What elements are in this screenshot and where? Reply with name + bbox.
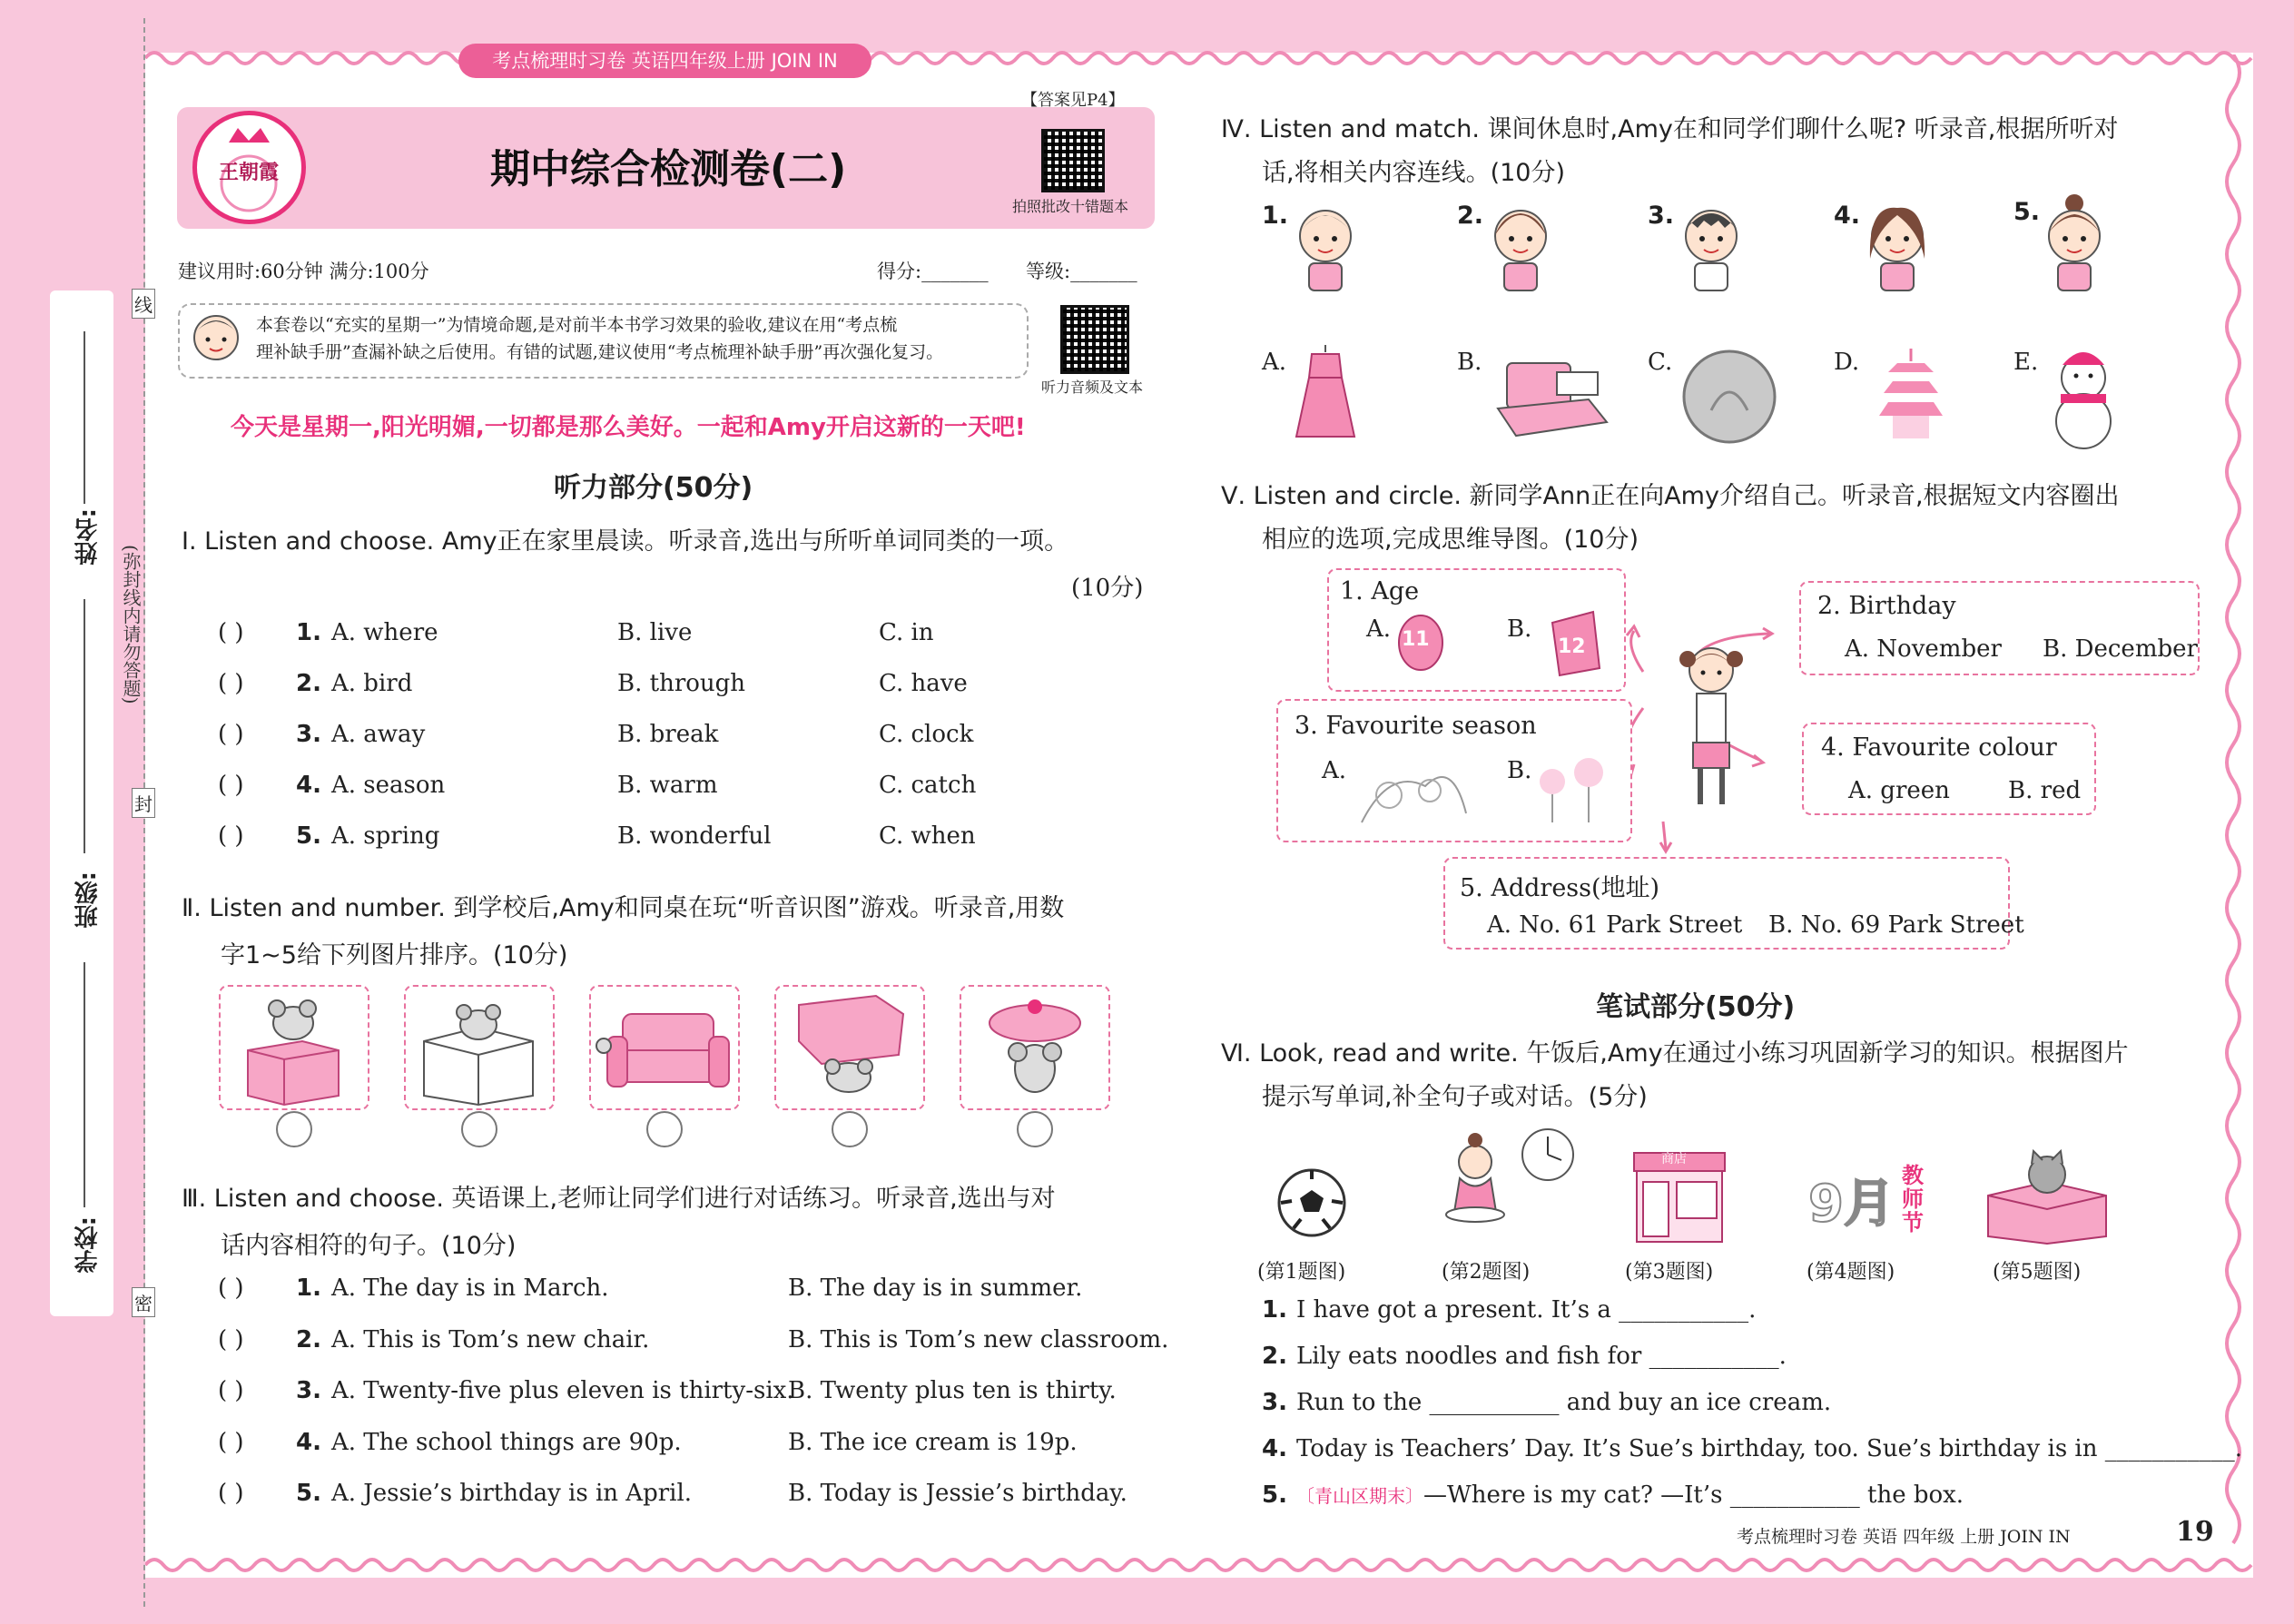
season-option-b[interactable]: B.	[1507, 757, 1532, 784]
address-option-b[interactable]: B. No. 69 Park Street	[1768, 911, 2024, 939]
mouse-on-box-icon	[221, 987, 368, 1108]
option-a: A. bird	[331, 670, 413, 697]
mouse-in-box-icon	[406, 987, 553, 1108]
match-num-2: 2.	[1457, 202, 1484, 230]
answer-bracket[interactable]: ( )	[218, 670, 244, 697]
answer-circle-2[interactable]	[461, 1111, 497, 1147]
answer-circle-5[interactable]	[1017, 1111, 1053, 1147]
name-label: 姓名:	[74, 508, 102, 566]
intro-line-1: 本套卷以“充实的星期一”为情境命题,是对前半本书学习效果的验收,建议在用“考点梳	[256, 315, 898, 335]
section-6-title-2: 提示写单词,补全句子或对话。(5分)	[1262, 1083, 1648, 1111]
top-banner: 考点梳理时习卷 英语四年级上册 JOIN IN	[458, 44, 871, 78]
address-label: 5. Address(地址)	[1460, 874, 1660, 902]
answer-circle-4[interactable]	[832, 1111, 868, 1147]
caption-5: (第5题图)	[1993, 1261, 2082, 1284]
question-number: 3.	[296, 1377, 321, 1404]
choice-row	[218, 1275, 1144, 1311]
answer-bracket[interactable]: ( )	[218, 772, 244, 799]
choice-row	[218, 619, 1035, 655]
section-4-title-1: Ⅳ. Listen and match. 课间休息时,Amy在和同学们聊什么呢? 听录音,根据所听对	[1221, 115, 2119, 143]
choice-row	[218, 1377, 1144, 1413]
fill-sentence	[1262, 1481, 2197, 1518]
option-a: A. The school things are 90p.	[331, 1428, 682, 1456]
option-c: C. catch	[879, 772, 977, 799]
option-c: C. have	[879, 670, 968, 697]
match-num-3: 3.	[1648, 202, 1675, 230]
question-number: 5.	[296, 1480, 321, 1507]
sentence-number: 1.	[1262, 1296, 1287, 1324]
sentence-number: 5.	[1262, 1481, 1287, 1509]
section-4-title-2: 话,将相关内容连线。(10分)	[1262, 159, 1566, 187]
publisher-logo	[192, 111, 306, 224]
class-line	[84, 599, 85, 853]
cat-in-box-icon	[1979, 1146, 2115, 1245]
theme-line: 今天是星期一,阳光明媚,一切都是那么美好。一起和Amy开启这新的一天吧!	[231, 414, 1026, 441]
choice-row	[218, 721, 1035, 757]
match-num-4: 4.	[1834, 202, 1861, 230]
fill-sentence	[1262, 1389, 2197, 1425]
boy-face-1-icon	[1289, 195, 1362, 295]
sentence-number: 2.	[1262, 1343, 1287, 1370]
autumn-scene-icon	[1353, 750, 1471, 832]
section-6-title-1: Ⅵ. Look, read and write. 午饭后,Amy在通过小练习巩固新学习的知识。根据图片	[1221, 1039, 2129, 1068]
birthday-label: 2. Birthday	[1817, 592, 1956, 620]
picture-mouse-with-cake	[960, 985, 1110, 1110]
question-number: 4.	[296, 1428, 321, 1456]
colour-label: 4. Favourite colour	[1821, 733, 2057, 762]
colour-option-a[interactable]: A. green	[1848, 777, 1950, 804]
picture-mouse-in-box	[404, 985, 555, 1110]
choice-row	[218, 1429, 1144, 1465]
teachers-day-text: 教师节	[1902, 1162, 1924, 1235]
sofa-icon	[591, 987, 738, 1108]
match-num-5: 5.	[2013, 198, 2041, 226]
option-b: B. The ice cream is 19p.	[788, 1428, 1078, 1456]
footer-text: 考点梳理时习卷 英语 四年级 上册 JOIN IN	[1737, 1527, 2071, 1547]
section-3-title-1: Ⅲ. Listen and choose. 英语课上,老师让同学们进行对话练习。听录音,选出与对	[182, 1185, 1056, 1213]
dress-icon	[1289, 341, 1362, 446]
section-3-title-2: 话内容相符的句子。(10分)	[221, 1232, 517, 1260]
match-letter-e: E.	[2013, 349, 2039, 376]
question-number: 4.	[296, 772, 321, 799]
score-label: 得分:_______	[877, 261, 989, 282]
option-a: A. The day is in March.	[331, 1275, 609, 1302]
question-number: 1.	[296, 1275, 321, 1302]
caption-2: (第2题图)	[1442, 1261, 1531, 1284]
option-b: B. break	[617, 721, 719, 748]
question-number: 1.	[296, 619, 321, 646]
intro-text	[256, 311, 1019, 366]
choice-row	[218, 1325, 1169, 1363]
answer-bracket[interactable]: ( )	[218, 822, 244, 850]
age-label: 1. Age	[1340, 577, 1420, 605]
page-title: 期中综合检测卷(二)	[490, 146, 847, 192]
question-number: 2.	[296, 1325, 321, 1353]
section-5-title-1: Ⅴ. Listen and circle. 新同学Ann正在向Amy介绍自己。听录音,根据短文内容圈出	[1221, 482, 2120, 510]
age-option-b[interactable]: B.	[1507, 615, 1532, 643]
picture-mouse-under-box	[774, 985, 925, 1110]
class-label: 班级:	[74, 871, 102, 929]
caption-1: (第1题图)	[1257, 1261, 1346, 1284]
section-2-title-1: Ⅱ. Listen and number. 到学校后,Amy和同桌在玩“听音识图”游戏。听录音,用数	[182, 894, 1065, 922]
answer-bracket[interactable]: ( )	[218, 1377, 244, 1404]
intro-line-2: 理补缺手册”查漏补缺之后使用。有错的试题,建议使用“考点梳理补缺手册”再次强化复习。	[256, 342, 944, 362]
mouse-with-cake-icon	[961, 987, 1108, 1108]
school-label: 学校:	[74, 1216, 102, 1274]
colour-option-b[interactable]: B. red	[2008, 777, 2082, 804]
option-b: B. Twenty plus ten is thirty.	[788, 1377, 1117, 1404]
option-b: B. through	[617, 670, 746, 697]
source-tag: 〔青山区期末〕	[1295, 1485, 1423, 1507]
option-b: B. wonderful	[617, 822, 772, 850]
sentence-text[interactable]: —Where is my cat? —It’s ___________ the box.	[1423, 1481, 1964, 1509]
seal-notice: (弥封线内请勿答题)	[120, 545, 142, 704]
answer-circle-3[interactable]	[646, 1111, 683, 1147]
listening-heading: 听力部分(50分)	[554, 472, 753, 504]
mark-mi: 密	[132, 1287, 155, 1317]
bottom-wave-border	[145, 1554, 2253, 1576]
caption-4: (第4题图)	[1807, 1261, 1895, 1284]
boy-face-3-icon	[1675, 195, 1748, 295]
match-letter-d: D.	[1834, 349, 1860, 376]
name-line	[84, 331, 85, 504]
girl-avatar-icon	[184, 307, 248, 372]
mark-feng: 封	[132, 788, 155, 818]
sentence-number: 3.	[1262, 1389, 1287, 1416]
sentence-text[interactable]: Today is Teachers’ Day. It’s Sue’s birthday, too. Sue’s birthday is in ___________.	[1295, 1435, 2243, 1462]
option-b: B. The day is in summer.	[788, 1275, 1083, 1302]
choice-row	[218, 1480, 1144, 1516]
choice-row	[218, 822, 1035, 859]
picture-mouse-on-box	[219, 985, 369, 1110]
fill-sentence	[1262, 1343, 2197, 1379]
age-option-a[interactable]: A.	[1366, 615, 1392, 643]
option-b: B. warm	[617, 772, 718, 799]
answer-bracket[interactable]: ( )	[218, 619, 244, 646]
girl-face-4-icon	[1861, 195, 1934, 295]
fill-sentence	[1262, 1296, 2197, 1333]
girl-face-2-icon	[1484, 195, 1557, 295]
qr-code-audio[interactable]	[1060, 305, 1129, 374]
option-a: A. Twenty-five plus eleven is thirty-six.	[331, 1377, 794, 1404]
qr-caption: 拍照批改十错题本	[1012, 198, 1129, 215]
ann-girl-icon	[1666, 643, 1757, 815]
option-a: A. where	[331, 619, 438, 646]
writing-heading: 笔试部分(50分)	[1596, 991, 1796, 1023]
sentence-number: 4.	[1262, 1435, 1287, 1462]
section-2-title-2: 字1~5给下列图片排序。(10分)	[221, 941, 568, 969]
option-a: A. away	[331, 721, 426, 748]
time-info: 建议用时:60分钟 满分:100分	[178, 261, 429, 282]
sentence-text[interactable]: Lily eats noodles and fish for ___________.	[1295, 1343, 1787, 1370]
qr-code-correction[interactable]	[1041, 129, 1105, 192]
sentence-text[interactable]: Run to the ___________ and buy an ice cream.	[1295, 1389, 1832, 1416]
section-1-points: (10分)	[1071, 575, 1144, 602]
grade-label: 等级:_______	[1026, 261, 1137, 282]
answer-circle-1[interactable]	[276, 1111, 312, 1147]
mark-xian: 线	[132, 289, 155, 319]
season-label: 3. Favourite season	[1295, 712, 1537, 740]
question-number: 3.	[296, 721, 321, 748]
picture-sofa	[589, 985, 740, 1110]
answer-bracket[interactable]: ( )	[218, 1275, 244, 1302]
choice-row	[218, 772, 1035, 808]
answer-bracket[interactable]: ( )	[218, 1480, 244, 1507]
season-option-a[interactable]: A.	[1322, 757, 1347, 784]
option-c: C. when	[879, 822, 976, 850]
option-c: C. in	[879, 619, 934, 646]
answer-bracket[interactable]: ( )	[218, 721, 244, 748]
match-num-1: 1.	[1262, 202, 1289, 230]
qr2-caption: 听力音频及文本	[1041, 379, 1144, 396]
option-c: C. clock	[879, 721, 974, 748]
coin-icon	[1679, 347, 1779, 447]
option-a: A. spring	[331, 822, 440, 850]
shop-sign-text: 商店	[1661, 1152, 1687, 1166]
school-line	[84, 962, 85, 1207]
match-letter-b: B.	[1457, 349, 1482, 376]
answer-ref: 【答案见P4】	[1021, 91, 1125, 110]
school-things-icon	[1489, 345, 1616, 445]
student-info-strip	[50, 290, 113, 1316]
mouse-under-box-icon	[776, 987, 923, 1108]
sentence-text[interactable]: I have got a present. It’s a ___________.	[1295, 1296, 1757, 1324]
tower-icon	[1866, 343, 1956, 448]
match-letter-a: A.	[1262, 349, 1287, 376]
birthday-option-a[interactable]: A. November	[1845, 635, 2002, 663]
match-letter-c: C.	[1648, 349, 1673, 376]
page-number: 19	[2176, 1516, 2214, 1548]
football-icon	[1275, 1166, 1348, 1239]
question-number: 5.	[296, 822, 321, 850]
choice-row	[218, 670, 1035, 706]
option-a: A. Jessie’s birthday is in April.	[331, 1480, 693, 1507]
section-1-title: Ⅰ. Listen and choose. Amy正在家里晨读。听录音,选出与所听单词同类的一项。	[182, 527, 1069, 556]
age-11-label: 11	[1402, 628, 1430, 651]
option-a: A. This is Tom’s new chair.	[331, 1325, 650, 1353]
age-12-label: 12	[1558, 635, 1586, 658]
girl-eating-lunch-icon	[1425, 1126, 1580, 1235]
snowman-icon	[2043, 341, 2124, 450]
september-icon: 9月	[1808, 1175, 1895, 1234]
birthday-option-b[interactable]: B. December	[2043, 635, 2198, 663]
girl-face-5-icon	[2038, 191, 2111, 295]
address-option-a[interactable]: A. No. 61 Park Street	[1487, 911, 1743, 939]
question-number: 2.	[296, 670, 321, 697]
answer-bracket[interactable]: ( )	[218, 1428, 244, 1456]
spring-scene-icon	[1534, 750, 1634, 832]
logo-text: 王朝霞	[218, 161, 279, 184]
caption-3: (第3题图)	[1625, 1261, 1714, 1284]
option-a: A. season	[331, 772, 446, 799]
option-b: B. Today is Jessie’s birthday.	[788, 1480, 1127, 1507]
option-b: B. live	[617, 619, 693, 646]
fill-sentence	[1262, 1435, 2243, 1471]
option-b: B. This is Tom’s new classroom.	[788, 1325, 1169, 1353]
section-5-title-2: 相应的选项,完成思维导图。(10分)	[1262, 526, 1639, 554]
answer-bracket[interactable]: ( )	[218, 1325, 244, 1353]
